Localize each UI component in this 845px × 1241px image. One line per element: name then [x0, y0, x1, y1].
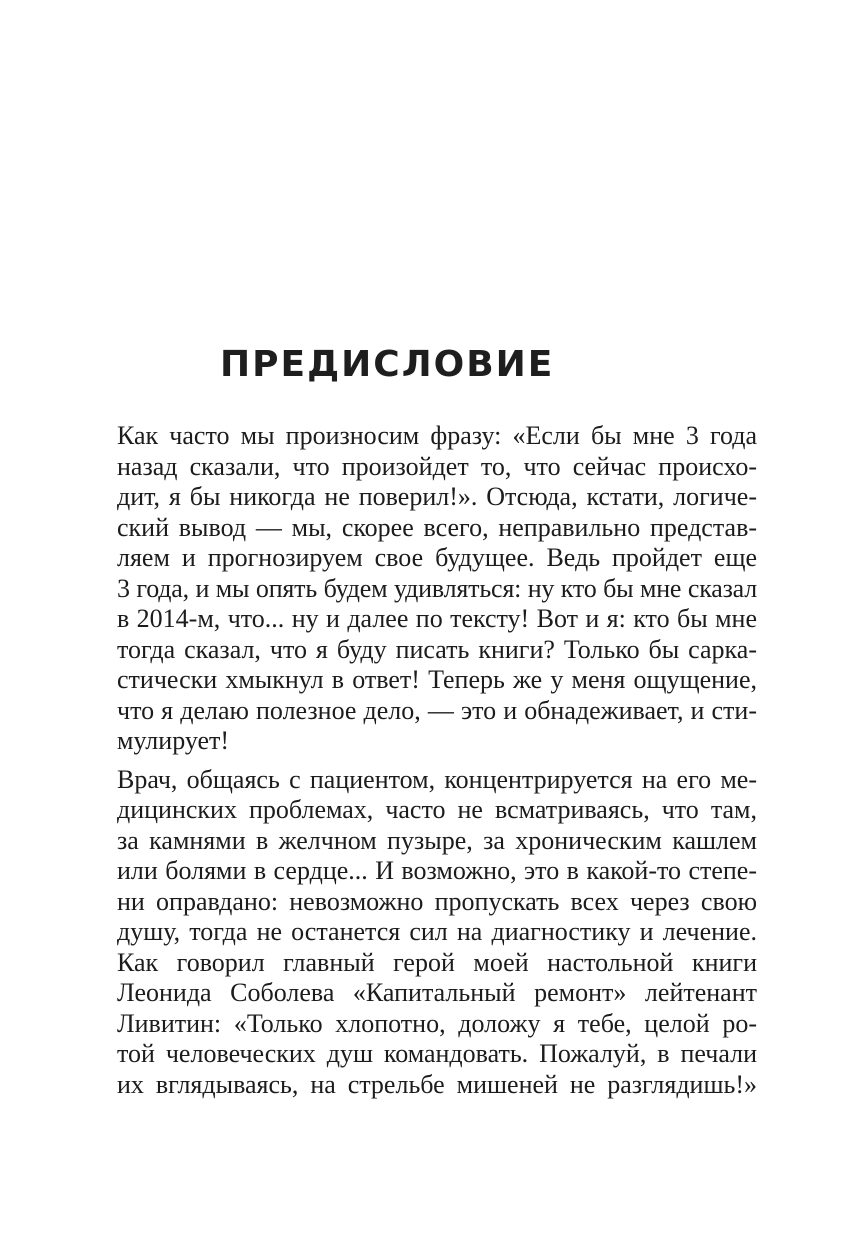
- chapter-heading: ПРЕДИСЛОВИЕ: [220, 344, 555, 385]
- text-line: за камнями в желчном пузыре, за хроническим кашлем: [117, 825, 757, 855]
- text-line: стически хмыкнул в ответ! Теперь же у меня ощущение,: [117, 665, 757, 694]
- text-line: тогда сказал, что я буду писать книги? Только бы сарка-: [117, 634, 757, 664]
- text-line: дит, я бы никогда не поверил!». Отсюда, кстати, логиче-: [117, 482, 757, 511]
- text-line: их вглядываясь, на стрельбе мишеней не разглядишь!»: [117, 1069, 757, 1099]
- text-line: душу, тогда не останется сил на диагностику и лечение.: [117, 917, 757, 946]
- text-line: что я делаю полезное дело, — это и обнадеживает, и сти-: [117, 695, 757, 725]
- text-line: дицинских проблемах, часто не всматриваясь, что там,: [117, 795, 757, 824]
- text-line: назад сказали, что произойдет то, что сейчас происхо-: [117, 451, 757, 481]
- text-line: 3 года, и мы опять будем удивляться: ну кто бы мне сказал: [117, 573, 757, 603]
- text-line: в 2014-м, что... ну и далее по тексту! Вот и я: кто бы мне: [117, 604, 757, 633]
- text-line: Леонида Соболева «Капитальный ремонт» лейтенант: [117, 978, 757, 1007]
- text-line: Ливитин: «Только хлопотно, доложу я тебе, целой ро-: [117, 1008, 757, 1038]
- text-line: той человеческих душ командовать. Пожалуй, в печали: [117, 1039, 757, 1068]
- text-line: ни оправдано: невозможно пропускать всех через свою: [117, 886, 757, 916]
- text-line: Как говорил главный герой моей настольной книги: [117, 947, 757, 977]
- text-line: Врач, общаясь с пациентом, концентрируется на его ме-: [117, 764, 757, 794]
- text-line: мулирует!: [117, 726, 230, 755]
- text-line: ляем и прогнозируем свое будущее. Ведь пройдет еще: [117, 543, 757, 572]
- paragraph-2: [117, 765, 757, 1101]
- text-line: ский вывод — мы, скорее всего, неправильно представ-: [117, 512, 757, 542]
- text-line: Как часто мы произносим фразу: «Если бы мне 3 года: [117, 421, 757, 450]
- body-text: [117, 421, 757, 1108]
- paragraph-1: [117, 421, 757, 757]
- text-line: или болями в сердце... И возможно, это в какой-то степе-: [117, 856, 757, 885]
